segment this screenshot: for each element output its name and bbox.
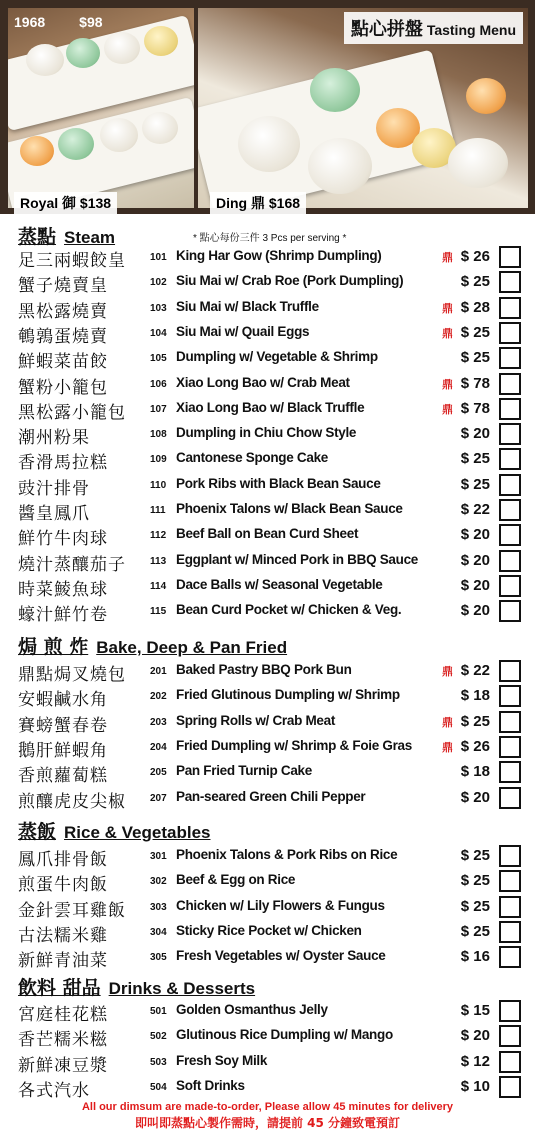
item-name-cn: 古法糯米雞: [18, 925, 108, 946]
item-price: $ 25: [460, 712, 490, 730]
ding-mark: 鼎: [442, 301, 453, 315]
item-name-cn: 新鮮青油菜: [18, 951, 108, 972]
order-checkbox[interactable]: [499, 423, 521, 445]
order-checkbox[interactable]: [499, 271, 521, 293]
item-name-cn: 金針雲耳雞飯: [18, 900, 126, 921]
menu-item-row: [18, 423, 524, 448]
item-name-en: Xiao Long Bao w/ Black Truffle: [176, 399, 365, 415]
item-price: $ 20: [460, 576, 490, 594]
item-name-en: Beef & Egg on Rice: [176, 872, 296, 888]
item-price: $ 25: [460, 273, 490, 291]
item-name-en: Fried Dumpling w/ Shrimp & Foie Gras: [176, 737, 412, 753]
item-code: 204: [150, 741, 167, 753]
item-name-en: Sticky Rice Pocket w/ Chicken: [176, 922, 362, 938]
menu-item-row: [18, 271, 524, 296]
item-code: 111: [150, 505, 166, 516]
item-price: $ 20: [460, 788, 490, 806]
menu-item-row: [18, 736, 524, 761]
item-name-cn: 蠔汁鮮竹卷: [18, 605, 108, 626]
item-code: 115: [150, 606, 167, 618]
section-heading-cn: 飲料 甜品: [18, 977, 101, 999]
footer-note-en: All our dimsum are made-to-order, Please allow 45 minutes for delivery: [81, 1101, 454, 1113]
item-code: 108: [150, 429, 167, 441]
order-checkbox[interactable]: [499, 246, 521, 268]
section-heading-en: Drinks & Desserts: [108, 979, 256, 998]
item-name-en: Spring Rolls w/ Crab Meat: [176, 712, 336, 728]
royal-price-badge: Royal 御 $138: [14, 192, 117, 214]
tasting-price-1968: [14, 14, 137, 30]
menu-item-row: [18, 347, 524, 372]
item-name-cn: 賽螃蟹春卷: [18, 715, 108, 736]
menu-item-row: [18, 373, 524, 398]
item-price: $ 25: [460, 349, 490, 367]
menu-item-row: [18, 1051, 524, 1076]
item-price: $ 16: [460, 948, 490, 966]
order-checkbox[interactable]: [499, 870, 521, 892]
menu-item-row: [18, 870, 524, 895]
item-name-cn: 時菜鯪魚球: [18, 579, 108, 600]
order-checkbox[interactable]: [499, 347, 521, 369]
menu-item-row: [18, 297, 524, 322]
item-price: $ 25: [460, 323, 490, 341]
order-checkbox[interactable]: [499, 575, 521, 597]
menu-item-row: [18, 787, 524, 812]
item-name-cn: 鵪鶉蛋燒賣: [18, 326, 108, 347]
royal-platter-photo: [8, 8, 194, 208]
item-name-en: Dumpling w/ Vegetable & Shrimp: [176, 349, 378, 365]
menu-item-row: [18, 685, 524, 710]
item-name-en: Siu Mai w/ Quail Eggs: [176, 323, 310, 339]
item-name-en: Phoenix Talons & Pork Ribs on Rice: [176, 847, 398, 862]
item-name-cn: 新鮮凍豆漿: [18, 1055, 108, 1076]
item-name-cn: 蟹子燒賣皇: [18, 276, 108, 297]
order-checkbox[interactable]: [499, 322, 521, 344]
item-name-en: Eggplant w/ Minced Pork in BBQ Sauce: [176, 551, 418, 567]
tasting-title-cn: 點心拼盤: [350, 19, 423, 40]
tasting-menu-title: [344, 12, 523, 44]
item-code: 104: [150, 327, 167, 339]
item-name-en: Pork Ribs with Black Bean Sauce: [176, 475, 381, 491]
menu-item-row: [18, 550, 524, 575]
order-checkbox[interactable]: [499, 524, 521, 546]
item-code: 304: [150, 926, 167, 938]
item-name-en: Glutinous Rice Dumpling w/ Mango: [176, 1027, 393, 1043]
item-name-en: Pan Fried Turnip Cake: [176, 763, 312, 779]
item-price: $ 25: [460, 922, 490, 940]
item-name-cn: 黑松露燒賣: [18, 301, 108, 322]
tasting-title-en: Tasting Menu: [426, 22, 516, 38]
item-name-en: Fried Glutinous Dumpling w/ Shrimp: [176, 687, 400, 703]
item-code: 101: [150, 252, 167, 263]
item-name-en: Chicken w/ Lily Flowers & Fungus: [176, 897, 385, 913]
item-price: $ 25: [460, 450, 490, 468]
item-price: $ 15: [460, 1002, 490, 1019]
year-label: 1968: [14, 14, 46, 30]
item-price: $ 20: [460, 1027, 490, 1045]
order-checkbox[interactable]: [499, 787, 521, 809]
item-name-en: King Har Gow (Shrimp Dumpling): [176, 248, 382, 263]
item-name-en: Siu Mai w/ Black Truffle: [176, 298, 319, 314]
item-price: $ 18: [460, 687, 490, 705]
item-name-cn: 安蝦鹹水角: [18, 690, 108, 711]
item-name-cn: 黑松露小籠包: [18, 402, 126, 423]
menu-item-row: [18, 896, 524, 921]
item-code: 103: [150, 302, 167, 314]
order-checkbox[interactable]: [499, 373, 521, 395]
menu-item-row: [18, 845, 524, 870]
item-name-cn: 鮮蝦菜苗餃: [18, 352, 108, 373]
section-heading-cn: 蒸飯: [18, 821, 57, 843]
item-code: 503: [150, 1056, 167, 1068]
menu-item-row: [18, 398, 524, 423]
item-name-en: Pan-seared Green Chili Pepper: [176, 788, 366, 804]
item-price: $ 78: [460, 374, 490, 392]
order-checkbox[interactable]: [499, 896, 521, 918]
item-code: 203: [150, 716, 167, 728]
section-heading-en: Bake, Deep & Pan Fried: [96, 638, 288, 657]
footer-note-cn: 即叫即蒸點心製作需時，請提前 45 分鐘致電預訂: [134, 1116, 401, 1130]
item-code: 105: [150, 353, 167, 365]
order-checkbox[interactable]: [499, 1076, 521, 1098]
item-name-en: Bean Curd Pocket w/ Chicken & Veg.: [176, 602, 402, 618]
ding-mark: 鼎: [442, 665, 453, 678]
item-code: 501: [150, 1006, 167, 1017]
item-name-cn: 醬皇鳳爪: [18, 504, 90, 524]
item-price: $ 20: [460, 425, 490, 443]
order-checkbox[interactable]: [499, 685, 521, 707]
item-price: $ 18: [460, 763, 490, 781]
item-price: $ 12: [460, 1052, 490, 1070]
menu-item-row: [18, 921, 524, 946]
item-name-cn: 煎蛋牛肉飯: [18, 875, 108, 896]
menu-item-row: [18, 600, 524, 625]
menu-item-row: [18, 524, 524, 549]
item-code: 301: [150, 851, 167, 862]
item-name-cn: 香煎蘿蔔糕: [18, 766, 108, 787]
item-price: $ 22: [460, 662, 490, 679]
item-price: $ 10: [460, 1077, 490, 1095]
item-name-en: Fresh Vegetables w/ Oyster Sauce: [176, 948, 386, 964]
item-name-cn: 宮庭桂花糕: [18, 1005, 108, 1025]
section-heading-cn: 焗 煎 炸: [18, 636, 89, 658]
menu-item-row: [18, 660, 524, 685]
item-code: 302: [150, 876, 167, 888]
order-checkbox[interactable]: [499, 946, 521, 968]
item-name-en: Soft Drinks: [176, 1077, 245, 1093]
item-code: 106: [150, 378, 167, 390]
item-name-en: Beef Ball on Bean Curd Sheet: [176, 526, 359, 542]
item-price: $ 25: [460, 872, 490, 890]
item-price: $ 25: [460, 847, 490, 864]
item-name-en: Fresh Soy Milk: [176, 1052, 268, 1068]
menu-item-row: [18, 946, 524, 971]
order-checkbox[interactable]: [499, 711, 521, 733]
menu-item-row: [18, 711, 524, 736]
ding-mark: 鼎: [442, 377, 453, 391]
item-name-cn: 足三兩蝦餃皇: [18, 251, 126, 271]
item-price: $ 26: [460, 248, 490, 265]
ding-mark: 鼎: [442, 326, 453, 340]
ding-mark: 鼎: [442, 402, 453, 416]
menu-item-row: [18, 575, 524, 600]
order-checkbox[interactable]: [499, 845, 521, 867]
item-code: 201: [150, 666, 167, 677]
item-code: 114: [150, 580, 167, 592]
item-code: 504: [150, 1081, 167, 1093]
serving-note: * 點心每份三件 3 Pcs per serving *: [193, 233, 347, 244]
order-checkbox[interactable]: [499, 761, 521, 783]
item-name-cn: 煎釀虎皮尖椒: [18, 791, 126, 812]
item-name-cn: 鳳爪排骨飯: [18, 850, 108, 870]
item-price: $ 78: [460, 399, 490, 417]
order-checkbox[interactable]: [499, 398, 521, 420]
item-name-en: Dace Balls w/ Seasonal Vegetable: [176, 576, 383, 592]
section-heading: [18, 973, 255, 1000]
order-checkbox[interactable]: [499, 1025, 521, 1047]
order-checkbox[interactable]: [499, 448, 521, 470]
menu-item-row: [18, 322, 524, 347]
item-code: 112: [150, 530, 167, 542]
menu-item-row: [18, 474, 524, 499]
item-code: 109: [150, 454, 167, 466]
menu-item-row: [18, 1076, 524, 1101]
item-code: 110: [150, 479, 167, 491]
section-heading-cn: 蒸點: [18, 226, 57, 248]
menu-item-row: [18, 1025, 524, 1050]
tasting-menu-banner: [0, 0, 535, 214]
item-code: 107: [150, 403, 167, 415]
item-code: 102: [150, 277, 167, 289]
section-heading: [18, 632, 287, 659]
order-checkbox[interactable]: [499, 1051, 521, 1073]
order-checkbox[interactable]: [499, 660, 521, 682]
ding-price-badge: Ding 鼎 $168: [210, 192, 306, 214]
item-name-cn: 鵝肝鮮蝦角: [18, 740, 108, 761]
year-price: $98: [79, 14, 103, 30]
item-price: $ 25: [460, 897, 490, 915]
section-heading-en: Rice & Vegetables: [64, 823, 211, 842]
menu-item-row: [18, 761, 524, 786]
item-code: 202: [150, 691, 167, 703]
item-name-cn: 各式汽水: [18, 1080, 90, 1101]
menu-item-row: [18, 499, 524, 524]
item-name-cn: 香滑馬拉糕: [18, 453, 108, 474]
order-checkbox[interactable]: [499, 1000, 521, 1022]
menu-item-row: [18, 246, 524, 271]
order-checkbox[interactable]: [499, 600, 521, 622]
item-name-cn: 鼎點焗叉燒包: [18, 665, 126, 685]
item-price: $ 20: [460, 526, 490, 544]
item-price: $ 26: [460, 737, 490, 755]
item-code: 205: [150, 767, 167, 779]
item-name-cn: 蟹粉小籠包: [18, 377, 108, 398]
ding-mark: 鼎: [442, 715, 453, 729]
item-price: $ 20: [460, 602, 490, 620]
item-name-en: Xiao Long Bao w/ Crab Meat: [176, 374, 350, 390]
order-checkbox[interactable]: [499, 499, 521, 521]
item-price: $ 28: [460, 298, 490, 316]
section-heading-en: Steam: [64, 228, 116, 247]
section-heading: [18, 817, 210, 844]
item-name-en: Golden Osmanthus Jelly: [176, 1002, 328, 1017]
item-price: $ 25: [460, 475, 490, 493]
item-price: $ 22: [460, 501, 490, 518]
order-checkbox[interactable]: [499, 921, 521, 943]
item-code: 113: [150, 555, 167, 567]
order-checkbox[interactable]: [499, 736, 521, 758]
menu-item-row: [18, 1000, 524, 1025]
item-name-cn: 香芒糯米糍: [18, 1030, 108, 1051]
item-price: $ 20: [460, 551, 490, 569]
item-name-cn: 潮州粉果: [18, 428, 90, 449]
item-code: 207: [150, 792, 167, 804]
item-name-cn: 鮮竹牛肉球: [18, 529, 108, 550]
order-checkbox[interactable]: [499, 297, 521, 319]
item-name-en: Baked Pastry BBQ Pork Bun: [176, 662, 352, 677]
item-code: 303: [150, 901, 167, 913]
item-name-en: Siu Mai w/ Crab Roe (Pork Dumpling): [176, 273, 404, 289]
order-checkbox[interactable]: [499, 474, 521, 496]
item-name-cn: 豉汁排骨: [18, 478, 90, 499]
item-name-en: Cantonese Sponge Cake: [176, 450, 328, 466]
item-name-cn: 燒汁蒸釀茄子: [18, 554, 126, 575]
order-checkbox[interactable]: [499, 550, 521, 572]
item-code: 502: [150, 1031, 167, 1043]
ding-mark: 鼎: [442, 251, 453, 264]
item-name-en: Dumpling in Chiu Chow Style: [176, 425, 357, 441]
item-name-en: Phoenix Talons w/ Black Bean Sauce: [176, 501, 403, 516]
item-code: 305: [150, 952, 167, 964]
ding-mark: 鼎: [442, 740, 453, 754]
menu-item-row: [18, 448, 524, 473]
section-heading: [18, 222, 115, 249]
